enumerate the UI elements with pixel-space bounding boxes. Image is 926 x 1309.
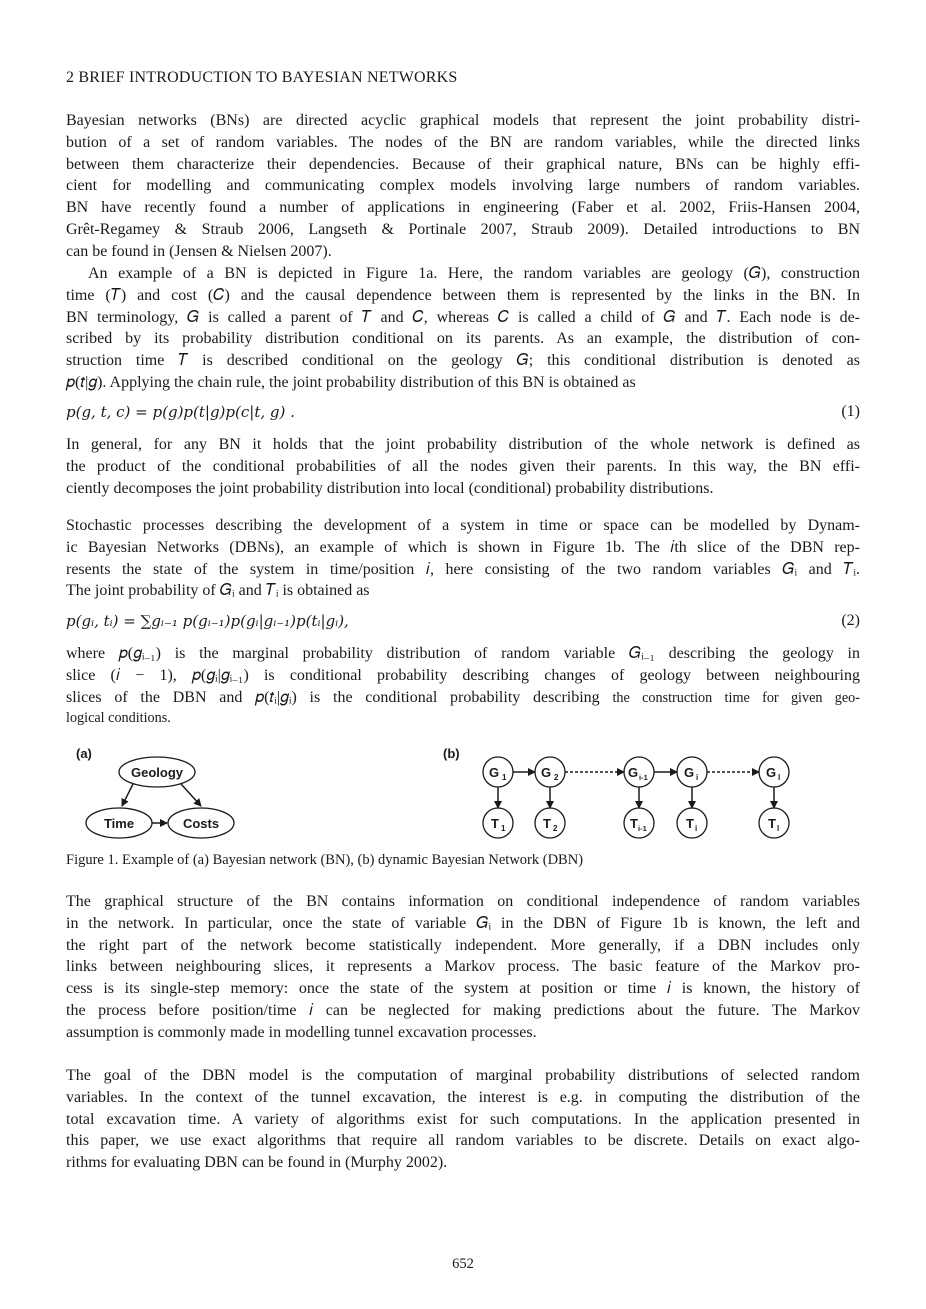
- svg-text:T: [686, 816, 694, 831]
- dbn-node-subscript: 1: [502, 773, 507, 782]
- text-line: Stochastic processes describing the development of a system in time or space can be modelled by Dynam-: [66, 517, 860, 534]
- dbn-node-subscript: l: [778, 773, 781, 782]
- text-line: The joint probability of 𝐺ᵢ and 𝑇ᵢ is obtained as: [66, 582, 370, 600]
- text-line: in the network. In particular, once the state of variable 𝐺ᵢ in the DBN of Figure 1b is known, the left and: [66, 914, 860, 932]
- dbn-node-t1: [483, 808, 513, 838]
- text-segment: slices of the DBN and 𝑝(𝑡ᵢ|𝑔ᵢ) is the conditional probability describing: [66, 688, 600, 706]
- dbn-node-letter: T: [491, 816, 499, 831]
- equation-2: [66, 612, 860, 636]
- text-line: struction time 𝑇 is described conditional on the geology 𝐺; this conditional distribution is denoted as: [66, 352, 860, 370]
- text-line: time (𝑇) and cost (𝐶) and the causal dependence between them is represented by the links in the BN. In: [66, 286, 860, 304]
- dbn-node-letter: G: [540, 765, 552, 780]
- bn-edge-geology-time: [122, 784, 133, 806]
- figure-caption: Figure 1. Example of (a) Bayesian network (BN), (b) dynamic Bayesian Network (DBN): [66, 852, 584, 868]
- svg-text:T: [491, 816, 499, 831]
- paragraph-bn-example: [66, 263, 860, 394]
- text-line: variables. In the context of the tunnel excavation, the interest is e.g. in computing the distribution of the: [66, 1088, 860, 1106]
- text-line: ic Bayesian Networks (DBNs), an example of which is shown in Figure 1b. The 𝑖th slice of the DBN rep-: [66, 538, 860, 556]
- paragraph-equation-explanation: [66, 643, 860, 730]
- text-line: ciently decomposes the joint probability distribution into local (conditional) probability distributions.: [66, 479, 714, 497]
- paragraph-bn-general: [66, 434, 860, 499]
- dbn-node-g-i: [677, 757, 707, 787]
- svg-text:2: [554, 773, 559, 782]
- text-line: 𝑝(𝑡|𝑔). Applying the chain rule, the joint probability distribution of this BN is obtained as: [66, 373, 636, 391]
- text-line: logical conditions.: [66, 710, 171, 727]
- text-line: Bayesian networks (BNs) are directed acyclic graphical models that represent the joint probability distri-: [66, 112, 860, 129]
- dbn-node-t2: [535, 808, 565, 838]
- dbn-node-subscript: 2: [553, 824, 558, 833]
- text-segment-small: the construction time for given geo-: [612, 689, 860, 706]
- dbn-node-letter: G: [765, 765, 777, 780]
- text-line: BN have recently found a number of applications in engineering (Faber et al. 2002, Friis-Hansen 2004,: [66, 199, 860, 217]
- svg-text:i: [696, 773, 698, 782]
- text-line: total excavation time. A variety of algorithms exist for such computations. In the application presented in: [66, 1110, 860, 1128]
- dbn-node-subscript: i: [695, 824, 698, 833]
- dbn-node-g-i-minus-1: [624, 757, 654, 787]
- text-line: rithms for evaluating DBN can be found in (Murphy 2002).: [66, 1154, 448, 1172]
- bn-edge-geology-costs: [181, 784, 201, 806]
- bn-node-label: Time: [103, 816, 135, 831]
- bn-node-label: Costs: [182, 816, 220, 831]
- text-line: The goal of the DBN model is the computation of marginal probability distributions of selected random: [66, 1067, 860, 1084]
- text-line: can be found in (Jensen & Nielsen 2007).: [66, 242, 332, 260]
- dbn-node-letter: G: [683, 765, 695, 780]
- text-line: where 𝑝(𝑔ᵢ₋₁) is the marginal probability distribution of random variable 𝐺ᵢ₋₁ describing the geology in: [66, 645, 860, 662]
- text-line: the process before position/time 𝑖 can be neglected for making predictions about the future. The Markov: [66, 1001, 860, 1019]
- page-number: 652: [452, 1256, 474, 1272]
- figure-label-b: (b): [443, 746, 460, 761]
- svg-text:G: [766, 765, 776, 780]
- equation-expression: 𝑝(𝑔ᵢ, 𝑡ᵢ) = ∑𝑔ᵢ₋₁ 𝑝(𝑔ᵢ₋₁)𝑝(𝑔ᵢ|𝑔ᵢ₋₁)𝑝(𝑡ᵢ|𝑔ᵢ),: [66, 612, 349, 630]
- section-heading: 2 BRIEF INTRODUCTION TO BAYESIAN NETWORKS: [66, 69, 458, 86]
- dbn-node-t-l: [759, 808, 789, 838]
- equation-number: (2): [841, 612, 860, 629]
- dbn-node-letter: T: [686, 816, 694, 831]
- dbn-node-letter: T: [630, 816, 638, 831]
- equation-1: [66, 403, 860, 427]
- bn-node-label: Geology: [130, 765, 184, 780]
- bn-node-geology: [119, 757, 195, 787]
- text-line: bution of a set of random variables. The nodes of the BN are random variables, while the directed links: [66, 133, 860, 151]
- dbn-node-letter: T: [543, 816, 551, 831]
- dbn-node-letter: G: [627, 765, 639, 780]
- text-line: the product of the conditional probabilities of all the nodes given their parents. In this way, the BN effi-: [66, 457, 860, 475]
- text-line: this paper, we use exact algorithms that require all random variables to be discrete. Details on exact algo-: [66, 1132, 860, 1150]
- text-line: cient for modelling and communicating complex models involving large numbers of random variables.: [66, 177, 860, 195]
- text-line: Grêt-Regamey & Straub 2006, Langseth & Portinale 2007, Straub 2009). Detailed introductions to BN: [66, 220, 860, 238]
- svg-text:i: [695, 824, 697, 833]
- dbn-node-subscript: 1: [501, 824, 506, 833]
- paragraph-conditional-independence: [66, 891, 860, 1044]
- dbn-node-subscript: i-1: [639, 773, 648, 782]
- svg-text:l: [778, 773, 780, 782]
- dbn-node-t-i: [677, 808, 707, 838]
- dbn-node-subscript: i: [696, 773, 699, 782]
- text-line: links between neighbouring slices, it represents a Markov process. The basic feature of the Markov pro-: [66, 958, 860, 976]
- dbn-node-subscript: i-1: [638, 824, 647, 833]
- figure-label-a: (a): [76, 746, 92, 761]
- paragraph-dbn-goal: [66, 1065, 860, 1174]
- text-line: slice (𝑖 − 1), 𝑝(𝑔ᵢ|𝑔ᵢ₋₁) is conditional probability describing changes of geology between neighbouring: [66, 666, 860, 684]
- bn-node-costs: [168, 808, 234, 838]
- text-line: assumption is commonly made in modelling tunnel excavation processes.: [66, 1023, 537, 1041]
- svg-text:T: [630, 816, 638, 831]
- svg-text:2: [553, 824, 558, 833]
- text-line: the right part of the network become statistically independent. More generally, if a DBN includes only: [66, 936, 860, 954]
- text-line: between them characterize their dependencies. Because of their graphical nature, BNs can be highly effi-: [66, 155, 860, 173]
- svg-text:1: [501, 824, 506, 833]
- paragraph-bn-intro: [66, 110, 860, 263]
- svg-text:G: [489, 765, 499, 780]
- text-line: scribed by its probability distribution conditional on its parents. As an example, the distribution of con-: [66, 330, 860, 348]
- bn-node-time: [86, 808, 152, 838]
- svg-text:i-1: [639, 773, 648, 782]
- text-line: cess is its single-step memory: once the state of the system at position or time 𝑖 is known, the history of: [66, 980, 860, 998]
- svg-text:T: [543, 816, 551, 831]
- dbn-node-subscript: 2: [554, 773, 559, 782]
- dbn-node-letter: T: [768, 816, 776, 831]
- text-line: An example of a BN is depicted in Figure 1a. Here, the random variables are geology (𝐺), construction: [88, 265, 860, 282]
- dbn-node-t-i-minus-1: [624, 808, 654, 838]
- equation-number: (1): [841, 403, 860, 420]
- svg-text:l: [777, 824, 779, 833]
- svg-text:G: [628, 765, 638, 780]
- svg-text:1: [502, 773, 507, 782]
- dbn-node-g-l: [759, 757, 789, 787]
- equation-expression: 𝑝(𝑔, 𝑡, 𝑐) = 𝑝(𝑔)𝑝(𝑡|𝑔)𝑝(𝑐|𝑡, 𝑔) .: [66, 403, 295, 421]
- svg-text:G: [684, 765, 694, 780]
- text-line: BN terminology, 𝐺 is called a parent of 𝑇 and 𝐶, whereas 𝐶 is called a child of 𝐺 and 𝑇. Each node is de-: [66, 308, 860, 326]
- paragraph-dbn-intro: [66, 515, 860, 602]
- svg-text:G: [541, 765, 551, 780]
- text-line: [66, 687, 860, 709]
- svg-text:T: [768, 816, 776, 831]
- svg-text:i-1: [638, 824, 647, 833]
- text-line: The graphical structure of the BN contains information on conditional independence of random variables: [66, 893, 860, 910]
- dbn-node-g1: [483, 757, 513, 787]
- text-line: In general, for any BN it holds that the joint probability distribution of the whole network is defined as: [66, 436, 860, 453]
- figure-1: [0, 740, 926, 850]
- dbn-node-subscript: l: [777, 824, 780, 833]
- text-line: resents the state of the system in time/position 𝑖, here consisting of the two random variables 𝐺ᵢ and 𝑇ᵢ.: [66, 560, 860, 578]
- dbn-node-g2: [535, 757, 565, 787]
- dbn-node-letter: G: [488, 765, 500, 780]
